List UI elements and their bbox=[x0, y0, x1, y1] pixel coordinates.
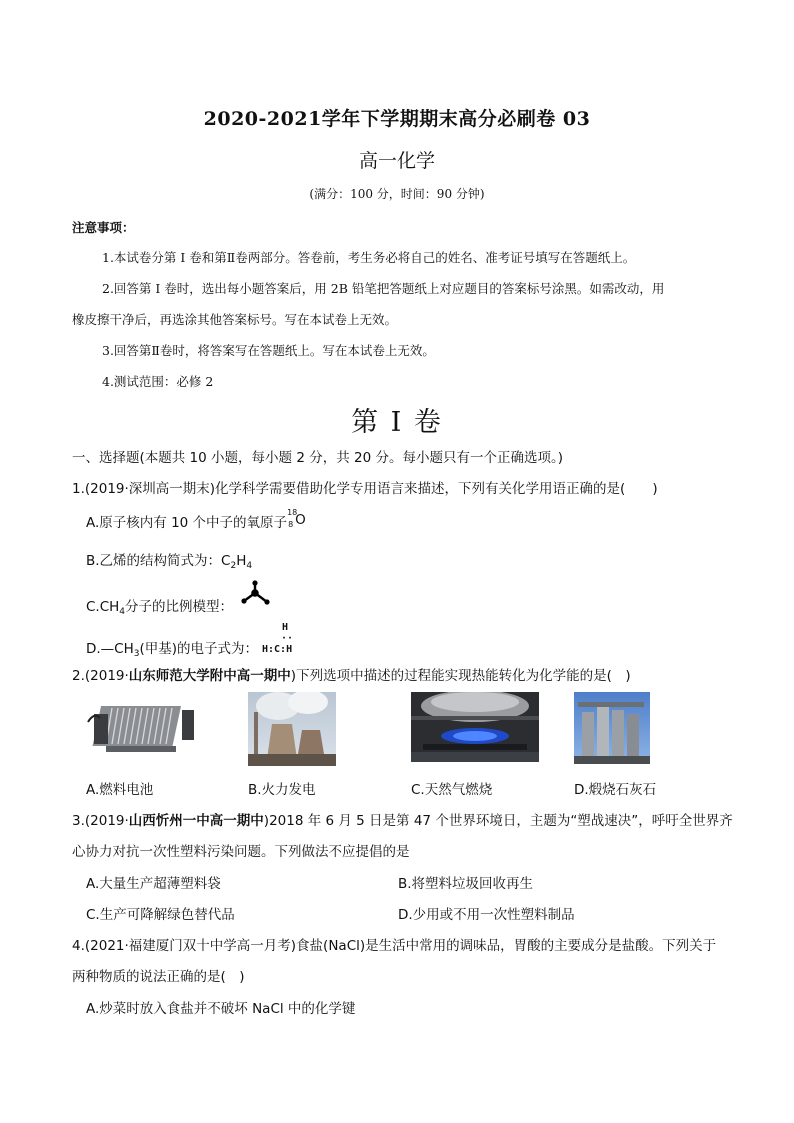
notice-item-1: 1.本试卷分第 I 卷和第Ⅱ卷两部分。答卷前，考生务必将自己的姓名、准考证号填写在答题纸上。 bbox=[102, 250, 636, 265]
question-3-option-a: A.大量生产超薄塑料袋 bbox=[86, 876, 221, 892]
question-3-option-d: D.少用或不用一次性塑料制品 bbox=[398, 907, 575, 923]
question-1-option-c bbox=[86, 595, 233, 617]
question-2-option-a: A.燃料电池 bbox=[86, 782, 154, 798]
element-symbol: O bbox=[295, 512, 306, 528]
question-2-option-d: D.煅烧石灰石 bbox=[574, 782, 657, 798]
subscript: 3 bbox=[133, 649, 140, 659]
question-3-option-b: B.将塑料垃圾回收再生 bbox=[398, 876, 534, 892]
methyl-electron-formula bbox=[262, 622, 293, 655]
section-title: 第 I 卷 bbox=[351, 407, 443, 438]
question-1-option-b bbox=[86, 549, 252, 571]
gas-stove-image bbox=[411, 692, 539, 762]
stem-text: )2018 年 6 月 5 日是第 47 个世界环境日，主题为“塑战速决”，呼吁全世界齐 bbox=[263, 813, 733, 829]
formula-dots: ·· bbox=[281, 633, 294, 644]
mass-number: 18 bbox=[287, 508, 298, 517]
question-1-option-a bbox=[86, 508, 309, 531]
subscript: 4 bbox=[119, 607, 126, 617]
notice-item-2: 2.回答第 I 卷时，选出每小题答案后，用 2B 铅笔把答题纸上对应题目的答案标号涂黑。如需改动，用 bbox=[102, 281, 665, 296]
option-d-text-2: (甲基)的电子式为： bbox=[139, 641, 259, 657]
notice-item-3: 3.回答第Ⅱ卷时，将答案写在答题纸上。写在本试卷上无效。 bbox=[102, 343, 435, 358]
option-b-text: B.乙烯的结构简式为：C bbox=[86, 553, 231, 569]
subscript: 4 bbox=[246, 561, 253, 571]
notice-heading: 注意事项： bbox=[72, 220, 135, 235]
stem-text: )下列选项中描述的过程能实现热能转化为化学能的是( ) bbox=[290, 668, 631, 684]
option-d-text: D.—CH bbox=[86, 641, 134, 657]
stem-prefix: 2.(2019· bbox=[72, 668, 129, 684]
question-1-option-d bbox=[86, 637, 258, 659]
stem-source: 山西忻州一中高一期中 bbox=[128, 813, 264, 829]
option-c-text: C.CH bbox=[86, 599, 120, 615]
section-instruction: 一、选择题(本题共 10 小题，每小题 2 分，共 20 分。每小题只有一个正确选项。) bbox=[72, 450, 563, 466]
notice-item-2-cont: 橡皮擦干净后，再选涂其他答案标号。写在本试卷上无效。 bbox=[72, 312, 398, 327]
atomic-number: 8 bbox=[288, 520, 294, 529]
paper-title: 2020-2021学年下学期期末高分必刷卷 03 bbox=[203, 108, 591, 130]
question-4-stem: 4.(2021·福建厦门双十中学高一月考)食盐(NaCl)是生活中常用的调味品，胃酸的主要成分是盐酸。下列关于 bbox=[72, 938, 717, 954]
question-2-option-c: C.天然气燃烧 bbox=[411, 782, 493, 798]
fuel-cell-image bbox=[86, 692, 200, 762]
exam-meta: (满分：100 分，时间：90 分钟) bbox=[309, 187, 485, 201]
lime-kiln-image bbox=[574, 692, 650, 764]
subscript: 2 bbox=[230, 561, 237, 571]
option-b-text-2: H bbox=[236, 553, 247, 569]
power-plant-image bbox=[248, 692, 336, 766]
question-4-stem-line2: 两种物质的说法正确的是( ) bbox=[72, 969, 245, 985]
oxygen-isotope bbox=[287, 508, 309, 530]
stem-prefix: 3.(2019· bbox=[72, 813, 129, 829]
notice-item-4: 4.测试范围：必修 2 bbox=[102, 374, 214, 389]
stem-source: 山东师范大学附中高一期中 bbox=[128, 668, 291, 684]
question-3-option-c: C.生产可降解绿色替代品 bbox=[86, 907, 235, 923]
paper-subtitle: 高一化学 bbox=[358, 150, 435, 172]
option-c-text-2: 分子的比例模型： bbox=[125, 599, 234, 615]
question-2-stem bbox=[72, 664, 631, 684]
question-4-option-a: A.炒菜时放入食盐并不破坏 NaCl 中的化学键 bbox=[86, 1001, 356, 1017]
question-3-stem-line2: 心协力对抗一次性塑料污染问题。下列做法不应提倡的是 bbox=[72, 844, 410, 860]
formula-mid: H:C:H bbox=[262, 644, 293, 655]
question-3-stem bbox=[72, 809, 733, 829]
methane-model-icon bbox=[238, 580, 272, 608]
question-1-stem: 1.(2019·深圳高一期末)化学科学需要借助化学专用语言来描述，下列有关化学用语正确的是( ) bbox=[72, 481, 658, 497]
formula-top: H bbox=[282, 622, 289, 633]
option-a-text: A.原子核内有 10 个中子的氧原子 bbox=[86, 515, 288, 531]
question-2-option-b: B.火力发电 bbox=[248, 782, 316, 798]
